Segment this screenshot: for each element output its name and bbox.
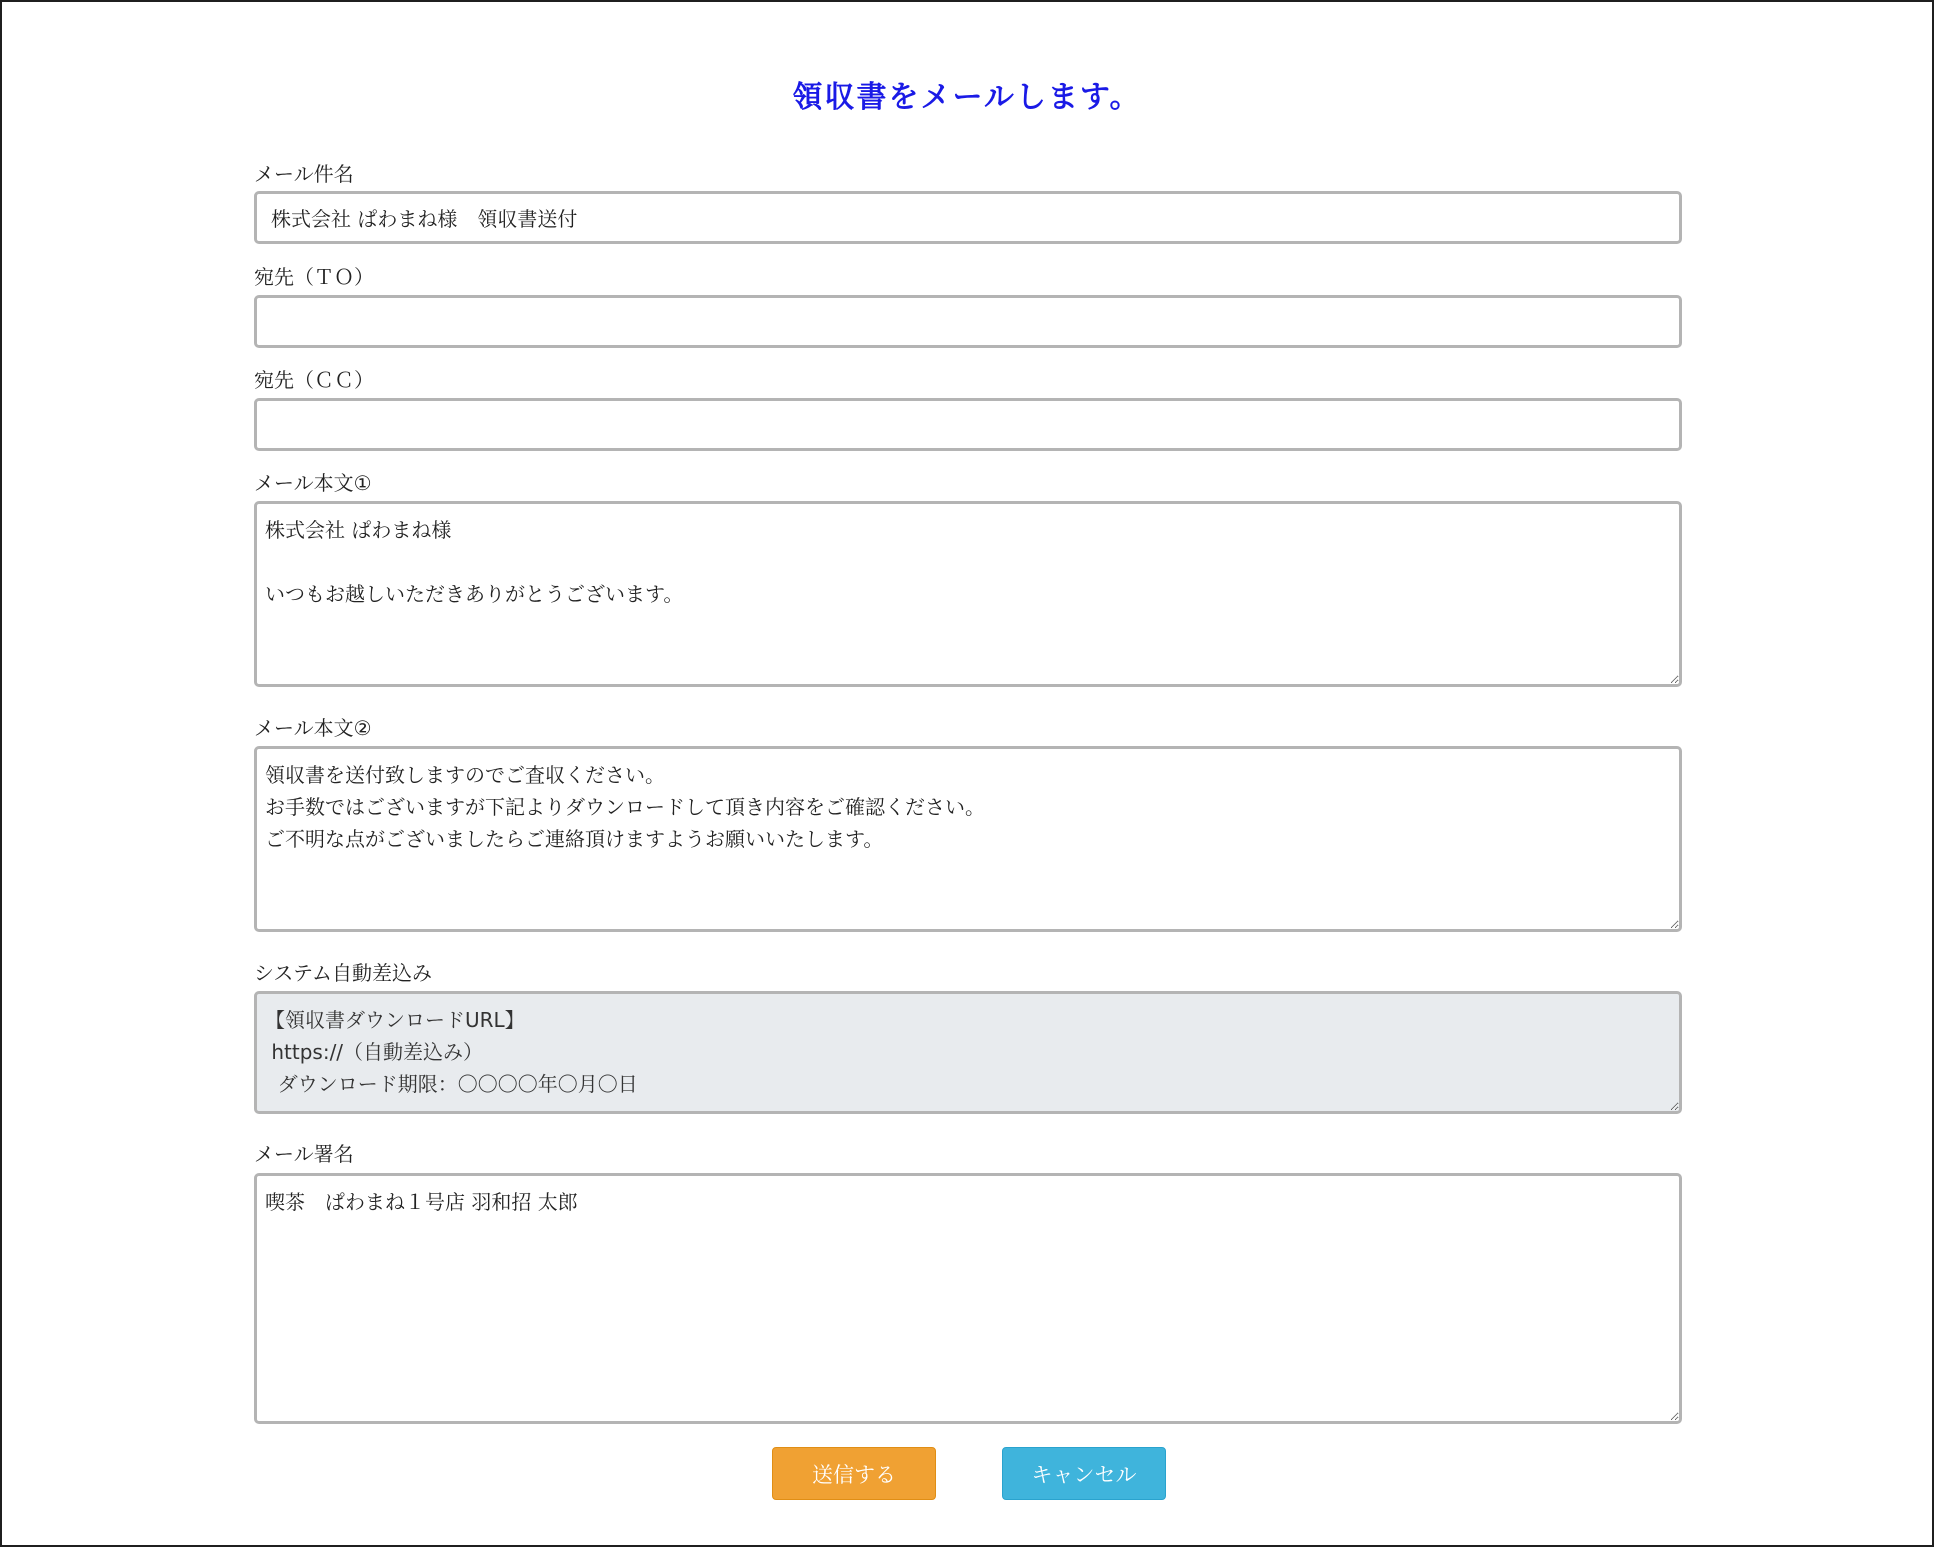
cancel-button[interactable]: キャンセル [1002,1447,1166,1500]
subject-input[interactable] [254,191,1682,244]
page-title: 領収書をメールします。 [792,80,1142,115]
signature-label: メール署名 [254,1142,354,1166]
system-insert-label: システム自動差込み [254,961,432,985]
body1-textarea[interactable] [254,501,1682,687]
system-insert-textarea [254,991,1682,1114]
body2-textarea[interactable] [254,746,1682,932]
cc-label: 宛先（ＣＣ） [254,368,374,392]
signature-textarea[interactable] [254,1173,1682,1424]
subject-label: メール件名 [254,162,354,186]
body2-label: メール本文② [254,716,372,740]
body1-label: メール本文① [254,471,372,495]
to-input[interactable] [254,295,1682,348]
cc-input[interactable] [254,398,1682,451]
send-button[interactable]: 送信する [772,1447,936,1500]
to-label: 宛先（ＴＯ） [254,265,374,289]
